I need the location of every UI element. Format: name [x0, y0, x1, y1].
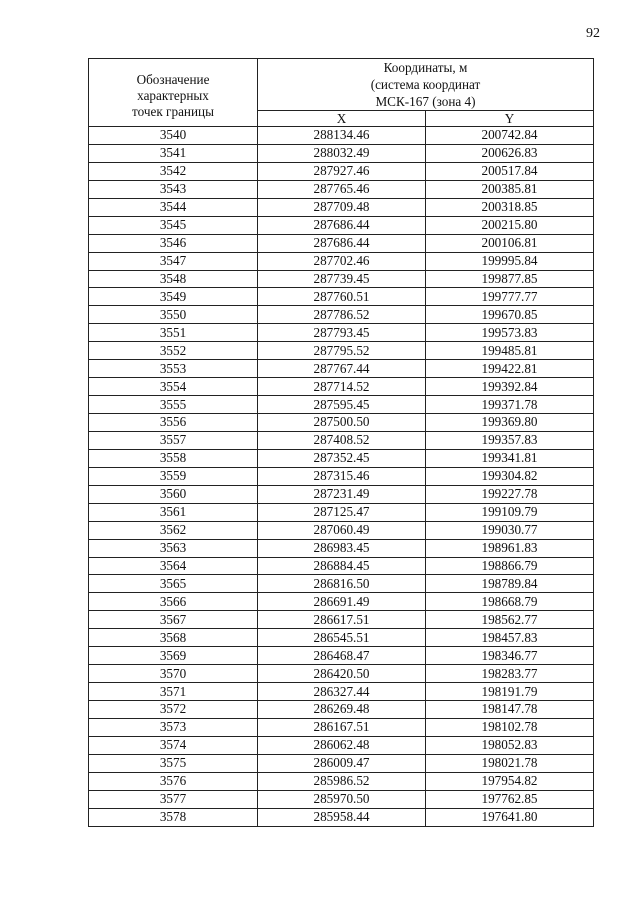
y-coordinate-cell: 200742.84	[426, 127, 594, 145]
point-id-cell: 3570	[89, 665, 258, 683]
y-coordinate-cell: 200215.80	[426, 216, 594, 234]
table-row	[89, 180, 594, 198]
x-coordinate-cell: 287760.51	[258, 288, 426, 306]
point-id-cell: 3564	[89, 557, 258, 575]
table-row	[89, 396, 594, 414]
y-coordinate-cell: 198191.79	[426, 683, 594, 701]
table-header	[89, 59, 594, 127]
point-id-cell: 3553	[89, 360, 258, 378]
point-id-cell: 3547	[89, 252, 258, 270]
x-coordinate-cell: 287765.46	[258, 180, 426, 198]
coordinates-header-line: Координаты, м	[383, 60, 468, 75]
x-coordinate-cell: 287500.50	[258, 414, 426, 432]
point-id-cell: 3572	[89, 701, 258, 719]
coordinates-header	[258, 59, 594, 111]
y-coordinate-cell: 199371.78	[426, 396, 594, 414]
point-id-cell: 3552	[89, 342, 258, 360]
x-coordinate-cell: 287786.52	[258, 306, 426, 324]
point-designation-header-line: Обозначение	[136, 71, 210, 87]
y-coordinate-cell: 198346.77	[426, 647, 594, 665]
table-row	[89, 144, 594, 162]
x-coordinate-cell: 286468.47	[258, 647, 426, 665]
point-id-cell: 3558	[89, 449, 258, 467]
y-coordinate-cell: 198866.79	[426, 557, 594, 575]
table-row	[89, 378, 594, 396]
y-coordinate-cell: 199777.77	[426, 288, 594, 306]
x-coordinate-cell: 287702.46	[258, 252, 426, 270]
y-coordinate-cell: 200318.85	[426, 198, 594, 216]
x-coordinate-cell: 288032.49	[258, 144, 426, 162]
x-coordinate-cell: 285958.44	[258, 808, 426, 826]
point-id-cell: 3565	[89, 575, 258, 593]
table-row	[89, 665, 594, 683]
point-id-cell: 3545	[89, 216, 258, 234]
point-id-cell: 3550	[89, 306, 258, 324]
y-coordinate-cell: 198457.83	[426, 629, 594, 647]
x-coordinate-cell: 286816.50	[258, 575, 426, 593]
table-row	[89, 127, 594, 145]
table-row	[89, 701, 594, 719]
point-id-cell: 3571	[89, 683, 258, 701]
table-row	[89, 414, 594, 432]
table-row	[89, 485, 594, 503]
x-coordinate-cell: 286691.49	[258, 593, 426, 611]
point-id-cell: 3576	[89, 772, 258, 790]
point-id-cell: 3544	[89, 198, 258, 216]
y-coordinate-cell: 198102.78	[426, 718, 594, 736]
x-coordinate-cell: 287595.45	[258, 396, 426, 414]
x-coordinate-cell: 286269.48	[258, 701, 426, 719]
table-row	[89, 162, 594, 180]
table-row	[89, 683, 594, 701]
x-coordinate-cell: 285970.50	[258, 790, 426, 808]
table-row	[89, 593, 594, 611]
y-coordinate-cell: 199422.81	[426, 360, 594, 378]
point-id-cell: 3548	[89, 270, 258, 288]
coordinates-header-line: МСК-167 (зона 4)	[375, 94, 476, 109]
point-id-cell: 3551	[89, 324, 258, 342]
y-coordinate-cell: 198147.78	[426, 701, 594, 719]
table-row	[89, 611, 594, 629]
y-coordinate-cell: 198668.79	[426, 593, 594, 611]
x-coordinate-cell: 286545.51	[258, 629, 426, 647]
table-row	[89, 790, 594, 808]
point-designation-header-line: характерных	[137, 87, 209, 103]
point-id-cell: 3562	[89, 521, 258, 539]
point-id-cell: 3574	[89, 736, 258, 754]
y-coordinate-cell: 199995.84	[426, 252, 594, 270]
point-id-cell: 3575	[89, 754, 258, 772]
coordinates-table	[88, 58, 594, 827]
table-row	[89, 503, 594, 521]
x-coordinate-cell: 287060.49	[258, 521, 426, 539]
coordinates-header-line: (система координат	[370, 77, 481, 92]
table-row	[89, 252, 594, 270]
y-coordinate-cell: 199369.80	[426, 414, 594, 432]
x-coordinate-cell: 286983.45	[258, 539, 426, 557]
y-coordinate-cell: 200106.81	[426, 234, 594, 252]
point-id-cell: 3542	[89, 162, 258, 180]
y-coordinate-cell: 197954.82	[426, 772, 594, 790]
point-designation-header	[89, 59, 258, 127]
point-id-cell: 3543	[89, 180, 258, 198]
point-id-cell: 3561	[89, 503, 258, 521]
x-coordinate-cell: 287739.45	[258, 270, 426, 288]
table-row	[89, 342, 594, 360]
y-coordinate-cell: 200385.81	[426, 180, 594, 198]
y-coordinate-cell: 199573.83	[426, 324, 594, 342]
y-coordinate-cell: 197641.80	[426, 808, 594, 826]
table-row	[89, 449, 594, 467]
x-coordinate-cell: 287709.48	[258, 198, 426, 216]
x-coordinate-cell: 287795.52	[258, 342, 426, 360]
x-coordinate-cell: 287408.52	[258, 431, 426, 449]
point-id-cell: 3541	[89, 144, 258, 162]
table-row	[89, 629, 594, 647]
x-column-header: X	[258, 111, 426, 127]
y-coordinate-cell: 199877.85	[426, 270, 594, 288]
y-coordinate-cell: 198052.83	[426, 736, 594, 754]
x-coordinate-cell: 286167.51	[258, 718, 426, 736]
x-coordinate-cell: 287714.52	[258, 378, 426, 396]
x-coordinate-cell: 286884.45	[258, 557, 426, 575]
table-row	[89, 557, 594, 575]
point-id-cell: 3566	[89, 593, 258, 611]
y-coordinate-cell: 197762.85	[426, 790, 594, 808]
y-coordinate-cell: 200517.84	[426, 162, 594, 180]
point-id-cell: 3577	[89, 790, 258, 808]
x-coordinate-cell: 287125.47	[258, 503, 426, 521]
x-coordinate-cell: 287793.45	[258, 324, 426, 342]
point-id-cell: 3546	[89, 234, 258, 252]
point-designation-header-line: точек границы	[132, 103, 214, 119]
table-row	[89, 772, 594, 790]
y-coordinate-cell: 198021.78	[426, 754, 594, 772]
point-id-cell: 3557	[89, 431, 258, 449]
x-coordinate-cell: 287767.44	[258, 360, 426, 378]
x-coordinate-cell: 286617.51	[258, 611, 426, 629]
y-coordinate-cell: 199357.83	[426, 431, 594, 449]
x-coordinate-cell: 286062.48	[258, 736, 426, 754]
x-coordinate-cell: 287231.49	[258, 485, 426, 503]
y-coordinate-cell: 198961.83	[426, 539, 594, 557]
y-coordinate-cell: 199109.79	[426, 503, 594, 521]
y-coordinate-cell: 198283.77	[426, 665, 594, 683]
y-coordinate-cell: 200626.83	[426, 144, 594, 162]
y-coordinate-cell: 199030.77	[426, 521, 594, 539]
table-row	[89, 575, 594, 593]
table-row	[89, 360, 594, 378]
point-id-cell: 3568	[89, 629, 258, 647]
point-id-cell: 3555	[89, 396, 258, 414]
table-row	[89, 521, 594, 539]
point-id-cell: 3560	[89, 485, 258, 503]
x-coordinate-cell: 286009.47	[258, 754, 426, 772]
table-row	[89, 467, 594, 485]
table-row	[89, 306, 594, 324]
x-coordinate-cell: 286420.50	[258, 665, 426, 683]
x-coordinate-cell: 288134.46	[258, 127, 426, 145]
x-coordinate-cell: 287352.45	[258, 449, 426, 467]
y-coordinate-cell: 199227.78	[426, 485, 594, 503]
table-row	[89, 539, 594, 557]
table-row	[89, 718, 594, 736]
table-row	[89, 736, 594, 754]
x-coordinate-cell: 287686.44	[258, 234, 426, 252]
table-row	[89, 198, 594, 216]
point-id-cell: 3540	[89, 127, 258, 145]
point-id-cell: 3559	[89, 467, 258, 485]
y-coordinate-cell: 198562.77	[426, 611, 594, 629]
point-id-cell: 3578	[89, 808, 258, 826]
x-coordinate-cell: 287927.46	[258, 162, 426, 180]
table-row	[89, 431, 594, 449]
y-coordinate-cell: 199341.81	[426, 449, 594, 467]
y-coordinate-cell: 198789.84	[426, 575, 594, 593]
point-id-cell: 3554	[89, 378, 258, 396]
table-body	[89, 127, 594, 827]
y-column-header: Y	[426, 111, 594, 127]
point-id-cell: 3569	[89, 647, 258, 665]
table-row	[89, 270, 594, 288]
point-id-cell: 3567	[89, 611, 258, 629]
y-coordinate-cell: 199485.81	[426, 342, 594, 360]
point-id-cell: 3573	[89, 718, 258, 736]
table-row	[89, 808, 594, 826]
y-coordinate-cell: 199392.84	[426, 378, 594, 396]
y-coordinate-cell: 199304.82	[426, 467, 594, 485]
table-row	[89, 234, 594, 252]
table-row	[89, 647, 594, 665]
table-row	[89, 754, 594, 772]
page-number: 92	[586, 26, 600, 41]
table-row	[89, 216, 594, 234]
table-row	[89, 288, 594, 306]
x-coordinate-cell: 286327.44	[258, 683, 426, 701]
point-id-cell: 3556	[89, 414, 258, 432]
point-id-cell: 3549	[89, 288, 258, 306]
x-coordinate-cell: 287315.46	[258, 467, 426, 485]
x-coordinate-cell: 285986.52	[258, 772, 426, 790]
header-row-top	[89, 59, 594, 111]
point-id-cell: 3563	[89, 539, 258, 557]
x-coordinate-cell: 287686.44	[258, 216, 426, 234]
table-row	[89, 324, 594, 342]
y-coordinate-cell: 199670.85	[426, 306, 594, 324]
